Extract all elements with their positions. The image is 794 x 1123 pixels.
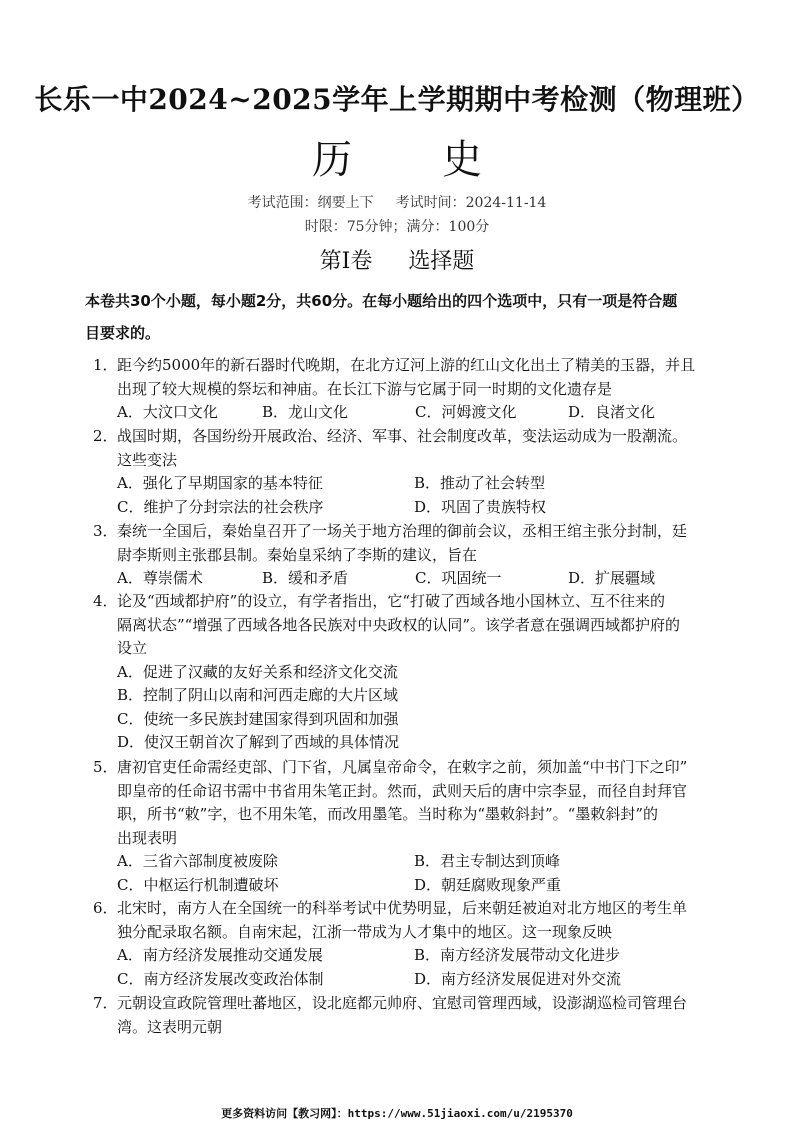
question-text: 战国时期，各国纷纷开展政治、经济、军事、社会制度改革，变法运动成为一股潮流。	[117, 427, 688, 445]
question-text: 北宋时，南方人在全国统一的科举考试中优势明显，后来朝廷被迫对北方地区的考生单	[117, 899, 688, 917]
question-number: 2．	[93, 427, 118, 445]
question-text: 距今约5000年的新石器时代晚期，在北方辽河上游的红山文化出土了精美的玉器，并且	[117, 356, 696, 374]
section-instructions-line-1: 本卷共30个小题，每小题2分，共60分。在每小题给出的四个选项中，只有一项是符合题	[85, 292, 678, 310]
question-text: 出现了较大规模的祭坛和神庙。在长江下游与它属于同一时期的文化遗存是	[117, 379, 613, 398]
question-4	[93, 590, 733, 755]
question-text: 这些变法	[117, 450, 178, 469]
option-d: D．扩展疆域	[568, 569, 656, 587]
question-6	[93, 897, 733, 991]
question-number: 7．	[93, 994, 118, 1012]
question-text: 论及“西域都护府”的设立，有学者指出，它“打破了西域各地小国林立、互不往来的	[117, 592, 666, 610]
option-d: D．良渚文化	[568, 403, 656, 421]
option-a: A．三省六部制度被废除	[117, 852, 278, 870]
question-text: 出现表明	[117, 828, 178, 847]
question-number: 6．	[93, 899, 118, 917]
question-5	[93, 756, 733, 897]
question-text: 尉李斯则主张郡县制。秦始皇采纳了李斯的建议，旨在	[117, 545, 478, 564]
option-a: A．大汶口文化	[117, 403, 218, 421]
option-c: C．使统一多民族封建国家得到巩固和加强	[117, 709, 399, 728]
question-number: 5．	[93, 758, 118, 776]
question-text: 职，所书“敕”字，也不用朱笔，而改用墨笔。当时称为“墨敕斜封”。“墨敕斜封”的	[117, 805, 659, 823]
option-b: B．控制了阴山以南和河西走廊的大片区域	[117, 686, 399, 704]
option-d: D．南方经济发展促进对外交流	[414, 969, 622, 988]
option-b: B．君主专制达到顶峰	[414, 852, 561, 870]
option-c: C．中枢运行机制遭破坏	[117, 875, 279, 894]
options-row	[93, 874, 733, 898]
exam-meta-line-1	[0, 192, 794, 212]
exam-time: 考试时间：2024-11-14	[395, 195, 547, 211]
options-row	[93, 944, 733, 968]
question-text: 湾。这表明元朝	[117, 1017, 223, 1036]
question-1	[93, 354, 733, 425]
footer-resource-link[interactable]: 更多资料访问【教习网】：https://www.51jiaoxi.com/u/2195370	[221, 1107, 573, 1120]
option-a: A．南方经济发展推动交通发展	[117, 946, 323, 964]
question-text: 唐初官吏任命需经吏部、门下省，凡属皇帝命令，在敕字之前，须加盖“中书门下之印”	[117, 758, 688, 776]
question-text: 隔离状态”“增强了西域各地各民族对中央政权的认同”。该学者意在强调西域都护府的	[117, 615, 681, 634]
option-b: B．推动了社会转型	[414, 474, 546, 492]
option-d: D．巩固了贵族特权	[414, 497, 547, 516]
option-d: D．使汉王朝首次了解到了西域的具体情况	[117, 733, 400, 751]
options-row	[93, 850, 733, 874]
option-a: A．尊崇儒术	[117, 569, 203, 587]
subject-title	[0, 128, 794, 185]
question-number: 4．	[93, 592, 118, 610]
option-c: C．维护了分封宗法的社会秩序	[117, 497, 324, 516]
question-number: 3．	[93, 522, 118, 540]
question-text: 秦统一全国后，秦始皇召开了一场关于地方治理的御前会议，丞相王绾主张分封制，廷	[117, 522, 688, 540]
option-b: B．龙山文化	[262, 403, 349, 421]
options-row	[93, 401, 733, 425]
option-c: C．巩固统一	[415, 569, 502, 587]
subject-char-right: 史	[442, 137, 482, 183]
option-d: D．朝廷腐败现象严重	[414, 875, 562, 894]
section-instructions-line-2: 目要求的。	[85, 324, 161, 342]
option-a: A．促进了汉藏的友好关系和经济文化交流	[117, 662, 398, 681]
options-row	[93, 496, 733, 520]
question-2	[93, 425, 733, 519]
question-3	[93, 520, 733, 591]
question-number: 1．	[93, 356, 118, 374]
options-row	[93, 472, 733, 496]
option-b: B．南方经济发展带动文化进步	[414, 946, 621, 964]
option-c: C．南方经济发展改变政治体制	[117, 969, 324, 988]
section-part: 第Ⅰ卷	[319, 249, 373, 274]
option-b: B．缓和矛盾	[262, 569, 349, 587]
question-text: 设立	[117, 639, 148, 657]
option-c: C．河姆渡文化	[415, 403, 517, 421]
options-row	[93, 567, 733, 591]
section-name: 选择题	[408, 249, 475, 274]
options-row	[93, 968, 733, 992]
question-text: 独分配录取名额。自南宋起，江浙一带成为人才集中的地区。这一现象反映	[117, 922, 613, 941]
question-text: 即皇帝的任命诏书需中书省用朱笔正封。然而，武则天后的唐中宗李显，而径自封拜官	[117, 781, 688, 800]
section-heading	[0, 244, 794, 275]
subject-char-left: 历	[312, 137, 352, 183]
option-a: A．强化了早期国家的基本特征	[117, 474, 323, 492]
exam-scope: 考试范围：纲要上下	[247, 195, 374, 211]
question-text: 元朝设宣政院管理吐蕃地区，设北庭都元帅府、宜慰司管理西域，设澎湖巡检司管理台	[117, 994, 688, 1012]
exam-title: 长乐一中2024~2025学年上学期期中考检测（物理班）	[34, 83, 760, 116]
question-7	[93, 992, 733, 1039]
exam-duration-score: 时限：75分钟；满分：100分	[304, 219, 490, 235]
